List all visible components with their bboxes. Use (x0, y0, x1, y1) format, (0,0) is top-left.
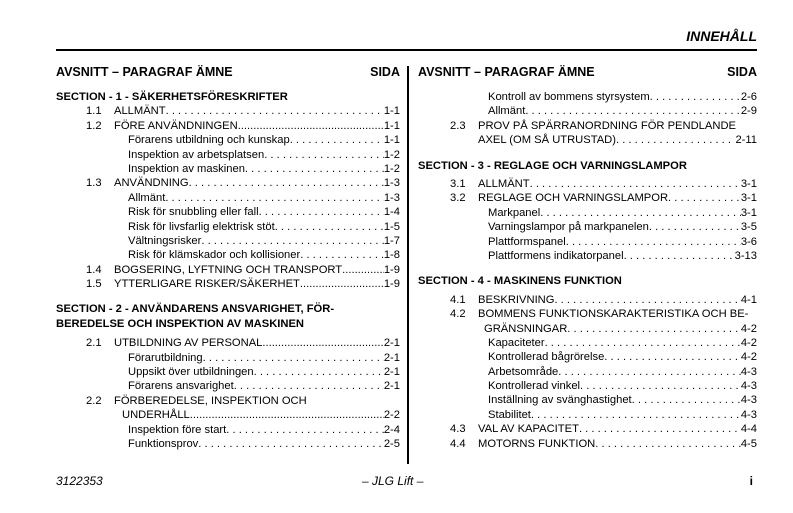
toc-entry-number: 4.2 (450, 308, 466, 321)
toc-entry-page: 2-11 (735, 134, 757, 147)
section-heading-continued: BEREDELSE OCH INSPEKTION AV MASKINEN (56, 317, 305, 330)
toc-entry[interactable] (418, 379, 757, 393)
toc-entry-page: 4-4 (740, 423, 757, 436)
leader-dots (579, 422, 741, 436)
toc-entry-continued[interactable] (56, 408, 400, 422)
leader-dots (668, 191, 741, 205)
leader-dots (566, 235, 741, 249)
leader-dots (275, 220, 384, 234)
leader-dots (545, 336, 741, 350)
toc-entry-text: Kapaciteter (488, 336, 545, 349)
toc-entry-page: 1-4 (383, 206, 400, 219)
toc-entry[interactable] (418, 336, 757, 350)
toc-entry[interactable] (56, 394, 400, 408)
toc-entry-text: Inspektion av maskinen (128, 162, 245, 175)
toc-entry-page: 3-13 (734, 249, 757, 262)
toc-entry[interactable] (418, 350, 757, 364)
leader-dots (238, 119, 384, 133)
toc-entry[interactable] (56, 162, 400, 176)
toc-entry[interactable] (418, 365, 757, 379)
toc-entry-text: ALLMÄNT (114, 105, 166, 118)
toc-entry[interactable] (56, 133, 400, 147)
leader-dots (632, 393, 741, 407)
toc-entry-page: 1-1 (383, 119, 400, 132)
toc-entry-page: 2-5 (383, 438, 400, 451)
toc-entry[interactable] (56, 119, 400, 133)
toc-entry-page: 1-9 (383, 263, 400, 276)
column-header-topic: AVSNITT – PARAGRAF ÄMNE (56, 65, 233, 79)
toc-entry-continued[interactable] (418, 133, 757, 147)
leader-dots (189, 176, 384, 190)
toc-entry[interactable] (56, 365, 400, 379)
toc-entry[interactable] (418, 220, 757, 234)
toc-entry-text: Markpanel (488, 206, 541, 219)
toc-entry-text: Allmänt (128, 191, 166, 204)
toc-entry-page: 1-2 (383, 148, 400, 161)
toc-entry[interactable] (56, 148, 400, 162)
leader-dots (580, 379, 741, 393)
toc-entry-text: UTBILDNING AV PERSONAL (114, 337, 263, 350)
leader-dots (166, 104, 384, 118)
toc-entry-text: PROV PÅ SPÄRRANORDNING FÖR PENDLANDE (478, 119, 736, 132)
toc-entry-number: 1.3 (86, 177, 102, 190)
toc-entry[interactable] (418, 119, 757, 133)
toc-entry[interactable] (56, 277, 400, 291)
leader-dots (300, 248, 384, 262)
toc-entry-number: 1.5 (86, 278, 102, 291)
toc-entry-number: 1.1 (86, 105, 102, 118)
toc-entry[interactable] (56, 351, 400, 365)
toc-entry-page: 1-1 (383, 105, 400, 118)
toc-entry-page: 1-9 (383, 278, 400, 291)
toc-entry-text: Arbetsområde (488, 365, 559, 378)
toc-entry-page: 3-1 (740, 177, 757, 190)
toc-entry-number: 2.3 (450, 119, 466, 132)
footer-doc-number: 3122353 (56, 474, 103, 488)
left-column-header (56, 64, 400, 80)
toc-entry-page: 2-1 (383, 380, 400, 393)
leader-dots (165, 191, 384, 205)
column-header-page: SIDA (727, 65, 757, 79)
toc-entry-page: 1-1 (383, 134, 400, 147)
leader-dots (245, 162, 384, 176)
toc-entry-text: FÖRBEREDELSE, INSPEKTION OCH (114, 394, 307, 407)
toc-entry-text: Förarutbildning (128, 351, 203, 364)
toc-entry-text: AXEL (OM SÅ UTRUSTAD) (478, 134, 616, 147)
toc-entry[interactable] (418, 191, 757, 205)
toc-entry-text: Inställning av svänghastighet (488, 394, 632, 407)
toc-entry-text: BESKRIVNING (478, 293, 555, 306)
leader-dots (259, 205, 384, 219)
column-divider (407, 66, 409, 464)
leader-dots (530, 177, 741, 191)
leader-dots (531, 408, 741, 422)
toc-entry[interactable] (418, 393, 757, 407)
footer-brand: – JLG Lift – (362, 474, 424, 488)
footer-page-number: i (749, 474, 753, 488)
section-heading: SECTION - 3 - REGLAGE OCH VARNINGSLAMPOR (418, 159, 687, 172)
toc-entry-page: 4-2 (740, 322, 757, 335)
toc-entry-page: 4-3 (740, 394, 757, 407)
toc-entry-text: ALLMÄNT (478, 177, 530, 190)
header-rule (56, 49, 757, 51)
toc-entry-page: 4-2 (740, 336, 757, 349)
toc-entry-text: Uppsikt över utbildningen (128, 366, 254, 379)
toc-entry[interactable] (418, 206, 757, 220)
leader-dots (616, 133, 735, 147)
leader-dots (203, 351, 384, 365)
toc-entry-number: 4.1 (450, 293, 466, 306)
toc-entry-number: 3.2 (450, 192, 466, 205)
toc-entry[interactable] (418, 249, 757, 263)
section-heading: SECTION - 4 - MASKINENS FUNKTION (418, 275, 622, 288)
toc-entry-text: FÖRE ANVÄNDNINGEN (114, 119, 238, 132)
column-header-topic: AVSNITT – PARAGRAF ÄMNE (418, 65, 595, 79)
toc-entry-text: Förarens utbildning och kunskap (128, 134, 290, 147)
toc-entry-page: 2-6 (740, 91, 757, 103)
toc-entry-text: Vältningsrisker (128, 234, 202, 247)
toc-entry-page: 3-6 (740, 235, 757, 248)
leader-dots (595, 437, 741, 451)
toc-entry-page: 4-1 (740, 293, 757, 306)
toc-entry-page: 1-8 (383, 249, 400, 262)
leader-dots (190, 408, 384, 422)
toc-entry[interactable] (56, 234, 400, 248)
page-title: INNEHÅLL (686, 28, 757, 44)
toc-entry-page: 4-3 (740, 380, 757, 393)
toc-entry-text: Risk för klämskador och kollisioner (128, 249, 301, 262)
toc-entry[interactable] (56, 191, 400, 205)
toc-entry-text: Kontrollerad bågrörelse (488, 351, 605, 364)
leader-dots (290, 133, 384, 147)
toc-entry-page: 2-1 (383, 366, 400, 379)
toc-entry[interactable] (418, 422, 757, 436)
toc-entry-text: Allmänt (488, 105, 526, 118)
toc-entry-text: Plattformens indikatorpanel (488, 249, 624, 262)
toc-entry[interactable] (418, 307, 757, 321)
toc-entry-continued[interactable] (418, 322, 757, 336)
toc-entry-text: Kontroll av bommens styrsystem (488, 91, 650, 103)
toc-entry[interactable] (418, 293, 757, 307)
toc-entry-text: Plattformspanel (488, 235, 566, 248)
toc-entry[interactable] (418, 90, 757, 104)
leader-dots (300, 277, 384, 291)
leader-dots (567, 322, 741, 336)
toc-entry-text: Inspektion av arbetsplatsen (128, 148, 265, 161)
leader-dots (558, 365, 741, 379)
toc-entry-page: 2-1 (383, 337, 400, 350)
leader-dots (201, 234, 383, 248)
leader-dots (554, 293, 740, 307)
toc-entry-page: 3-5 (740, 221, 757, 234)
toc-entry-text: MOTORNS FUNKTION (478, 437, 596, 450)
toc-entry[interactable] (56, 205, 400, 219)
toc-entry[interactable] (418, 104, 757, 118)
toc-entry-page: 2-1 (383, 351, 400, 364)
toc-entry-text: BOGSERING, LYFTNING OCH TRANSPORT (114, 263, 343, 276)
left-column (56, 64, 400, 451)
toc-entry-text: Förarens ansvarighet (128, 380, 234, 393)
toc-entry[interactable] (418, 177, 757, 191)
toc-entry-number: 2.2 (86, 394, 102, 407)
toc-entry-page: 4-3 (740, 408, 757, 421)
toc-entry[interactable] (56, 336, 400, 350)
toc-entry[interactable] (56, 379, 400, 393)
toc-entry-text: ANVÄNDNING (114, 177, 189, 190)
toc-entry-text: VAL AV KAPACITET (478, 423, 579, 436)
toc-entry[interactable] (418, 408, 757, 422)
toc-entry-text: GRÄNSNINGAR (484, 322, 568, 335)
toc-entry-text: Risk för snubbling eller fall (128, 206, 259, 219)
leader-dots (624, 249, 735, 263)
toc-entry-number: 1.4 (86, 263, 102, 276)
leader-dots (254, 365, 384, 379)
toc-entry-text: Risk för livsfarlig elektrisk stöt (128, 220, 275, 233)
section-heading: SECTION - 1 - SÄKERHETSFÖRESKRIFTER (56, 91, 288, 103)
toc-entry-page: 2-4 (383, 423, 400, 436)
toc-entry-number: 4.4 (450, 437, 466, 450)
leader-dots (226, 423, 384, 437)
toc-entry-page: 3-1 (740, 192, 757, 205)
toc-entry[interactable] (56, 423, 400, 437)
column-header-page: SIDA (370, 65, 400, 79)
toc-entry-text: Varningslampor på markpanelen (488, 221, 649, 234)
toc-entry-text: Funktionsprov (128, 438, 199, 451)
toc-entry-text: BOMMENS FUNKTIONSKARAKTERISTIKA OCH BE- (478, 308, 749, 321)
toc-entry-text: Stabilitet (488, 408, 531, 421)
toc-entry-number: 1.2 (86, 119, 102, 132)
leader-dots (540, 206, 741, 220)
section-heading: SECTION - 2 - ANVÄNDARENS ANSVARIGHET, FÖR- (56, 303, 335, 316)
toc-entry-page: 1-2 (383, 162, 400, 175)
toc-entry-page: 1-3 (383, 177, 400, 190)
leader-dots (604, 350, 741, 364)
toc-entry-text: Kontrollerad vinkel (488, 380, 581, 393)
toc-entry[interactable] (56, 220, 400, 234)
leader-dots (525, 104, 741, 118)
toc-entry-page: 3-1 (740, 206, 757, 219)
toc-entry[interactable] (56, 437, 400, 451)
toc-entry[interactable] (56, 263, 400, 277)
toc-entry-page: 4-5 (740, 437, 757, 450)
right-column (418, 64, 757, 451)
toc-entry-text: UNDERHÅLL (122, 409, 190, 422)
toc-entry-page: 1-7 (383, 234, 400, 247)
toc-entry-text: YTTERLIGARE RISKER/SÄKERHET (114, 278, 300, 291)
leader-dots (342, 263, 384, 277)
leader-dots (262, 336, 383, 350)
toc-entry-number: 3.1 (450, 177, 466, 190)
toc-entry[interactable] (418, 235, 757, 249)
toc-entry-page: 4-2 (740, 351, 757, 364)
right-column-header (418, 64, 757, 80)
leader-dots (234, 379, 384, 393)
leader-dots (650, 90, 741, 104)
leader-dots (264, 148, 384, 162)
toc-entry-page: 2-2 (383, 409, 400, 422)
toc-entry[interactable] (56, 176, 400, 190)
leader-dots (198, 437, 384, 451)
toc-entry-text: REGLAGE OCH VARNINGSLAMPOR (478, 192, 669, 205)
toc-entry[interactable] (56, 248, 400, 262)
toc-entry[interactable] (418, 437, 757, 451)
toc-entry-number: 2.1 (86, 337, 102, 350)
toc-entry-page: 1-3 (383, 191, 400, 204)
toc-entry[interactable] (56, 104, 400, 118)
toc-entry-page: 4-3 (740, 365, 757, 378)
toc-entry-text: Inspektion före start (128, 423, 227, 436)
leader-dots (649, 220, 741, 234)
toc-entry-page: 1-5 (383, 220, 400, 233)
toc-entry-page: 2-9 (740, 105, 757, 118)
toc-entry-number: 4.3 (450, 423, 466, 436)
